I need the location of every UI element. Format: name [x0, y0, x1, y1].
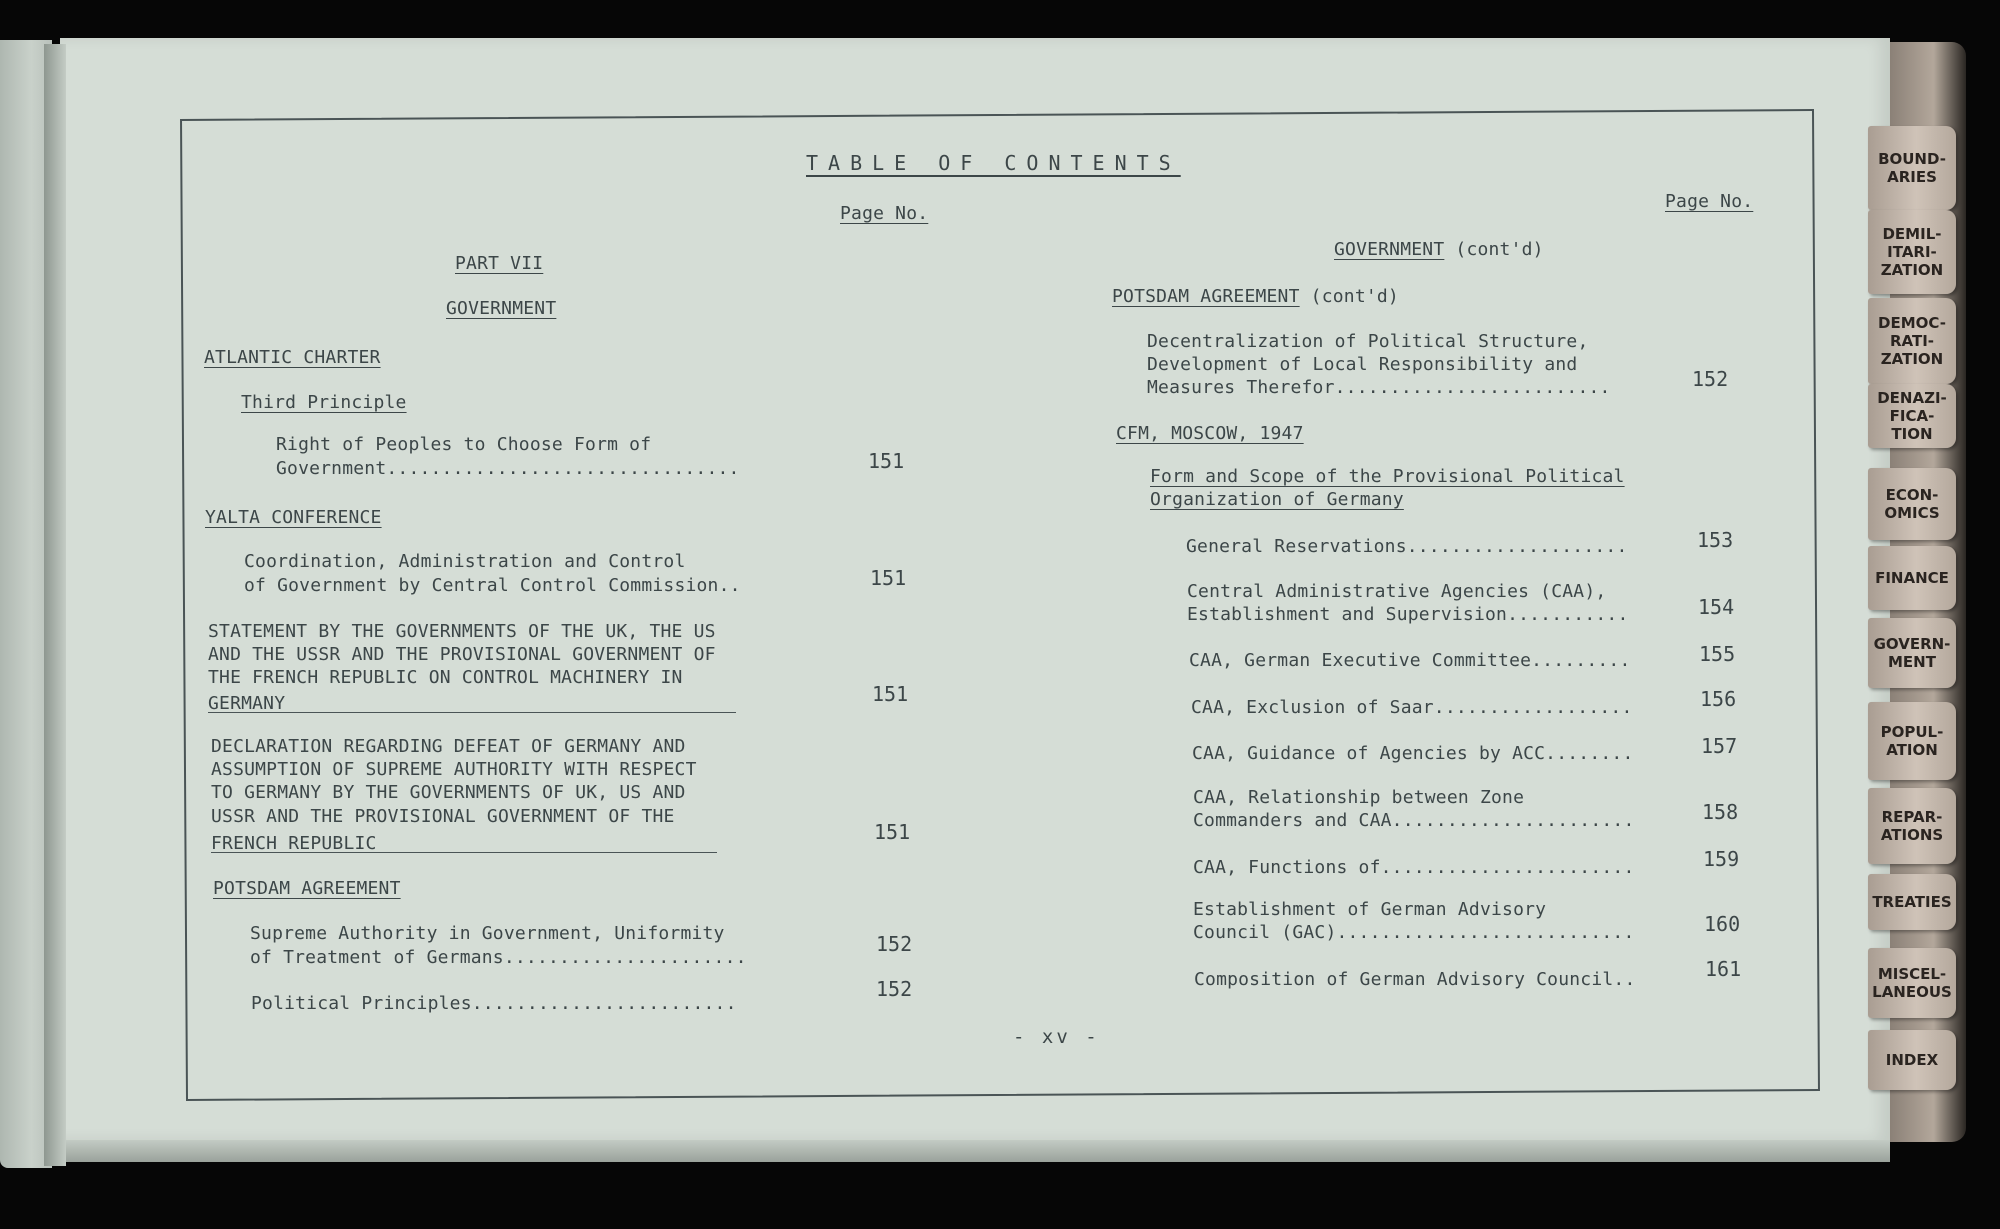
heading-potsdam-label: POTSDAM AGREEMENT	[1112, 286, 1300, 307]
tab-reparations[interactable]	[1868, 788, 1956, 864]
toc-page-number: 158	[1702, 800, 1739, 824]
heading-yalta-conference: YALTA CONFERENCE	[205, 507, 382, 528]
toc-entry-line: Supreme Authority in Government, Uniformity	[250, 923, 725, 944]
toc-page-number: 159	[1703, 847, 1740, 871]
toc-entry-line: CAA, Functions of.......................	[1193, 857, 1635, 878]
toc-page-number: 151	[868, 449, 905, 473]
tab-label: MISCEL- LANEOUS	[1872, 965, 1952, 1001]
toc-page-number: 160	[1704, 912, 1741, 936]
tab-government[interactable]	[1868, 618, 1956, 688]
toc-entry-line: CAA, Exclusion of Saar..................	[1191, 697, 1633, 718]
tab-finance[interactable]	[1868, 546, 1956, 610]
page-no-label-left: Page No.	[840, 203, 929, 224]
toc-entry-line: USSR AND THE PROVISIONAL GOVERNMENT OF THE	[211, 806, 675, 827]
toc-title: TABLE OF CONTENTS	[806, 151, 1181, 175]
toc-page-number: 151	[870, 566, 907, 590]
section-heading-right-label: GOVERNMENT	[1334, 239, 1445, 260]
toc-page-number: 161	[1705, 957, 1742, 981]
page-no-label-right: Page No.	[1665, 191, 1754, 212]
entry-underline	[208, 712, 736, 713]
tab-label: DEMOC- RATI- ZATION	[1878, 314, 1946, 368]
toc-entry-line: Development of Local Responsibility and	[1147, 354, 1578, 375]
tab-index[interactable]	[1868, 1030, 1956, 1090]
toc-entry-line: CAA, Relationship between Zone	[1193, 787, 1525, 808]
toc-entry-line: DECLARATION REGARDING DEFEAT OF GERMANY AND	[211, 736, 686, 757]
tab-label: ECON- OMICS	[1884, 486, 1940, 522]
sub-form-and-scope: Form and Scope of the Provisional Political	[1150, 466, 1625, 487]
tab-demilitarization[interactable]	[1868, 210, 1956, 294]
tab-label: REPAR- ATIONS	[1880, 808, 1944, 844]
heading-cfm-moscow: CFM, MOSCOW, 1947	[1116, 423, 1304, 444]
toc-entry-line: Council (GAC)...........................	[1193, 922, 1635, 943]
toc-entry-line: Decentralization of Political Structure,	[1147, 331, 1589, 352]
toc-entry-line: Coordination, Administration and Control	[244, 551, 686, 572]
tab-population[interactable]	[1868, 702, 1956, 780]
toc-page-number: 155	[1699, 642, 1736, 666]
page-folio: - xv -	[1013, 1026, 1100, 1048]
toc-entry-line: GERMANY	[208, 693, 286, 714]
tab-label: DEMIL- ITARI- ZATION	[1880, 225, 1944, 279]
section-heading-left: GOVERNMENT	[446, 298, 557, 319]
toc-entry-line: Central Administrative Agencies (CAA),	[1187, 581, 1607, 602]
tab-label: POPUL- ATION	[1880, 723, 1944, 759]
toc-entry-line: Measures Therefor.........................	[1147, 377, 1611, 398]
toc-entry-line: AND THE USSR AND THE PROVISIONAL GOVERNMENT OF	[208, 644, 716, 665]
heading-atlantic-charter: ATLANTIC CHARTER	[204, 347, 381, 368]
tab-democratization[interactable]	[1868, 298, 1956, 384]
toc-entry-line: Commanders and CAA......................	[1193, 810, 1635, 831]
entry-underline	[211, 852, 717, 853]
page-bottom-edge	[60, 1140, 1890, 1162]
sub-third-principle: Third Principle	[241, 392, 407, 413]
toc-page-number: 152	[1692, 367, 1729, 391]
toc-entry-line: THE FRENCH REPUBLIC ON CONTROL MACHINERY IN	[208, 667, 683, 688]
toc-entry-line: General Reservations....................	[1186, 536, 1628, 557]
heading-potsdam-suffix: (cont'd)	[1299, 286, 1399, 307]
toc-entry-line: TO GERMANY BY THE GOVERNMENTS OF UK, US AND	[211, 782, 686, 803]
toc-entry-line: Establishment of German Advisory	[1193, 899, 1547, 920]
tab-treaties[interactable]	[1868, 874, 1956, 930]
toc-page-number: 151	[874, 820, 911, 844]
tab-label: DENAZI- FICA- TION	[1877, 389, 1947, 443]
heading-potsdam-agreement: POTSDAM AGREEMENT	[213, 878, 401, 899]
part-heading: PART VII	[455, 253, 544, 274]
toc-entry-line: Political Principles........................	[251, 993, 737, 1014]
tab-label: BOUND- ARIES	[1878, 150, 1946, 186]
sub-form-and-scope-2: Organization of Germany	[1150, 489, 1404, 510]
tab-economics[interactable]	[1868, 468, 1956, 540]
tab-label: TREATIES	[1872, 893, 1952, 911]
section-heading-right	[1334, 238, 1544, 261]
toc-entry-line: STATEMENT BY THE GOVERNMENTS OF THE UK, THE US	[208, 621, 716, 642]
toc-page-number: 151	[872, 682, 909, 706]
tab-boundaries[interactable]	[1868, 126, 1956, 210]
toc-entry-line: CAA, German Executive Committee.........	[1189, 650, 1631, 671]
toc-entry-line: Composition of German Advisory Council..	[1194, 969, 1636, 990]
toc-page-number: 157	[1701, 734, 1738, 758]
toc-page-number: 152	[876, 932, 913, 956]
section-heading-right-suffix: (cont'd)	[1444, 239, 1544, 260]
toc-page-number: 154	[1698, 595, 1735, 619]
tab-label: INDEX	[1885, 1051, 1939, 1069]
toc-page-number: 152	[876, 977, 913, 1001]
heading-potsdam-agreement-cont	[1112, 285, 1399, 308]
toc-entry-line: ASSUMPTION OF SUPREME AUTHORITY WITH RESPECT	[211, 759, 697, 780]
toc-entry-line: Establishment and Supervision...........	[1187, 604, 1629, 625]
toc-entry-line: CAA, Guidance of Agencies by ACC........	[1192, 743, 1634, 764]
tab-denazification[interactable]	[1868, 384, 1956, 448]
toc-page-number: 156	[1700, 687, 1737, 711]
book-gutter	[44, 44, 66, 1166]
tab-label: FINANCE	[1875, 569, 1949, 587]
tab-label: GOVERN- MENT	[1873, 635, 1951, 671]
toc-entry-line: of Government by Central Control Commission..	[244, 575, 741, 596]
toc-entry-line: Government................................	[276, 458, 740, 479]
toc-page-number: 153	[1697, 528, 1734, 552]
toc-entry-line: Right of Peoples to Choose Form of	[276, 434, 652, 455]
toc-entry-line: of Treatment of Germans......................	[250, 947, 747, 968]
toc-entry-line: FRENCH REPUBLIC	[211, 833, 377, 854]
tab-miscellaneous[interactable]	[1868, 948, 1956, 1018]
